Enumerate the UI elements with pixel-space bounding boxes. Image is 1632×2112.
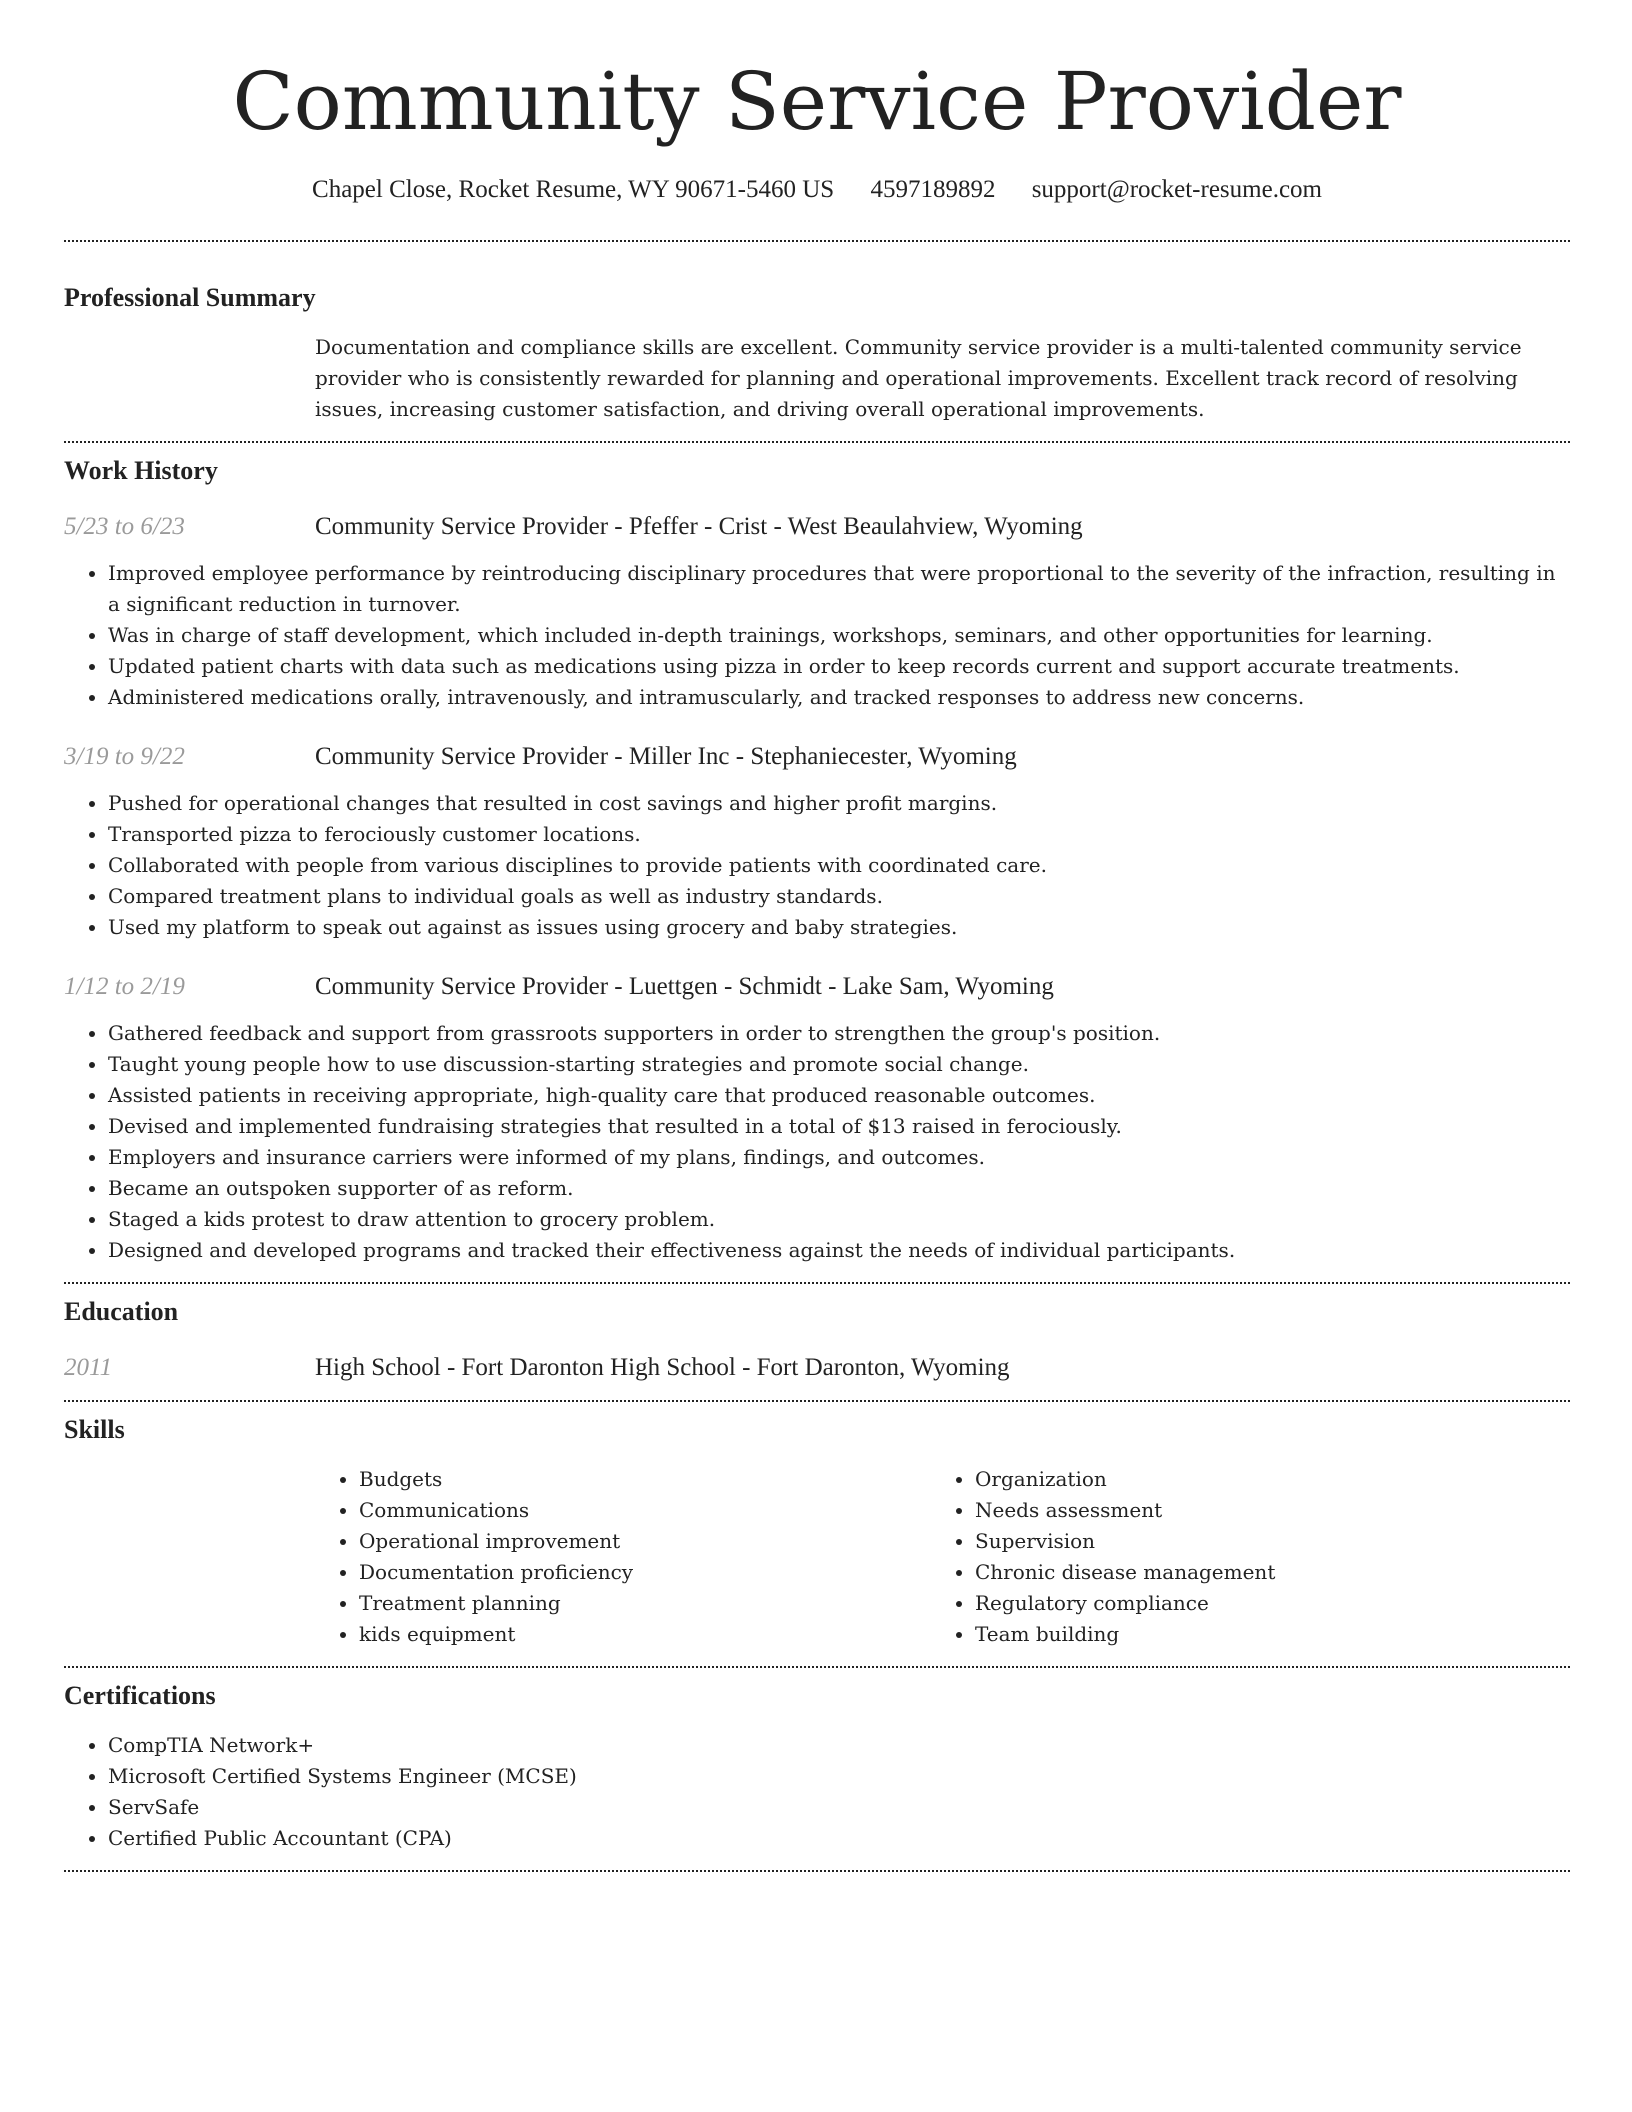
list-item: • Used my platform to speak out against as issues using grocery and baby strategies. xyxy=(108,912,1570,943)
job-entry xyxy=(64,971,1570,1266)
job-dates: 3/19 to 9/22 xyxy=(64,743,185,770)
work-section xyxy=(64,455,1570,1266)
list-item: • Microsoft Certified Systems Engineer (MCSE) xyxy=(108,1761,1570,1792)
job-heading: Community Service Provider - Miller Inc - Stephaniecester, Wyoming xyxy=(315,743,1017,770)
list-item: • Pushed for operational changes that resulted in cost savings and higher profit margins. xyxy=(108,788,1570,819)
resume-header xyxy=(64,0,1570,206)
list-item: • Documentation proficiency xyxy=(359,1557,931,1588)
list-item: • Became an outspoken supporter of as reform. xyxy=(108,1173,1570,1204)
education-section xyxy=(64,1296,1570,1384)
contact-line xyxy=(64,174,1570,206)
list-item: • Was in charge of staff development, which included in-depth trainings, workshops, seminars, and other opportunities for learning. xyxy=(108,620,1570,651)
list-item: • Gathered feedback and support from grassroots supporters in order to strengthen the group's position. xyxy=(108,1018,1570,1049)
list-item: • Team building xyxy=(975,1619,1547,1650)
skills-section xyxy=(64,1414,1570,1650)
list-item: • Organization xyxy=(975,1464,1547,1495)
list-item: • Compared treatment plans to individual goals as well as industry standards. xyxy=(108,881,1570,912)
section-title-education: Education xyxy=(64,1297,179,1326)
list-item: • ServSafe xyxy=(108,1792,1570,1823)
divider xyxy=(64,441,1570,443)
job-heading: Community Service Provider - Pfeffer - Crist - West Beaulahview, Wyoming xyxy=(315,513,1083,540)
phone: 4597189892 xyxy=(870,176,996,203)
divider xyxy=(64,1870,1570,1872)
candidate-name: Community Service Provider xyxy=(232,55,1402,148)
job-bullets xyxy=(64,1018,1570,1266)
list-item: • Budgets xyxy=(359,1464,931,1495)
education-heading: High School - Fort Daronton High School - Fort Daronton, Wyoming xyxy=(315,1354,1010,1381)
list-item: • Administered medications orally, intravenously, and intramuscularly, and tracked responses to address new concerns. xyxy=(108,682,1570,713)
list-item: • Communications xyxy=(359,1495,931,1526)
list-item: • Certified Public Accountant (CPA) xyxy=(108,1823,1570,1854)
email: support@rocket-resume.com xyxy=(1031,176,1322,203)
list-item: • Taught young people how to use discussion-starting strategies and promote social change. xyxy=(108,1049,1570,1080)
list-item: • Collaborated with people from various disciplines to provide patients with coordinated care. xyxy=(108,850,1570,881)
certifications-section xyxy=(64,1680,1570,1854)
job-entry xyxy=(64,511,1570,713)
education-year: 2011 xyxy=(64,1354,113,1381)
education-entry xyxy=(64,1352,1570,1384)
list-item: • Operational improvement xyxy=(359,1526,931,1557)
divider xyxy=(64,1282,1570,1284)
resume-page xyxy=(64,0,1570,1872)
list-item: • Needs assessment xyxy=(975,1495,1547,1526)
divider xyxy=(64,1666,1570,1668)
list-item: • Updated patient charts with data such as medications using pizza in order to keep records current and support accurate treatments. xyxy=(108,651,1570,682)
skills-grid xyxy=(315,1464,1570,1650)
summary-text: Documentation and compliance skills are excellent. Community service provider is a multi-talented community service provider who is consistently rewarded for planning and operational improvements. Excellent track record of resolving issues, increasing customer satisfaction, and driving overall operational improvements. xyxy=(315,335,1522,421)
list-item: • Regulatory compliance xyxy=(975,1588,1547,1619)
list-item: • Designed and developed programs and tracked their effectiveness against the needs of individual participants. xyxy=(108,1235,1570,1266)
list-item: • Chronic disease management xyxy=(975,1557,1547,1588)
job-bullets xyxy=(64,558,1570,713)
job-bullets xyxy=(64,788,1570,943)
list-item: • Devised and implemented fundraising strategies that resulted in a total of $13 raised in ferociously. xyxy=(108,1111,1570,1142)
job-dates: 5/23 to 6/23 xyxy=(64,513,185,540)
list-item: • Improved employee performance by reintroducing disciplinary procedures that were proportional to the severity of the infraction, resulting in a significant reduction in turnover. xyxy=(108,558,1570,620)
list-item: • Staged a kids protest to draw attention to grocery problem. xyxy=(108,1204,1570,1235)
list-item: • Treatment planning xyxy=(359,1588,931,1619)
section-title-summary: Professional Summary xyxy=(64,283,316,312)
list-item: • kids equipment xyxy=(359,1619,931,1650)
list-item: • Supervision xyxy=(975,1526,1547,1557)
summary-section xyxy=(64,282,1570,425)
skills-column-left xyxy=(315,1464,931,1650)
list-item: • Transported pizza to ferociously customer locations. xyxy=(108,819,1570,850)
job-dates: 1/12 to 2/19 xyxy=(64,973,185,1000)
list-item: • Assisted patients in receiving appropriate, high-quality care that produced reasonable outcomes. xyxy=(108,1080,1570,1111)
section-title-certifications: Certifications xyxy=(64,1681,216,1710)
certifications-list xyxy=(64,1730,1570,1854)
section-title-work: Work History xyxy=(64,456,218,485)
job-entry xyxy=(64,741,1570,943)
address: Chapel Close, Rocket Resume, WY 90671-5460 US xyxy=(312,176,835,203)
divider xyxy=(64,1400,1570,1402)
divider xyxy=(64,240,1570,242)
section-title-skills: Skills xyxy=(64,1415,125,1444)
list-item: • Employers and insurance carriers were informed of my plans, findings, and outcomes. xyxy=(108,1142,1570,1173)
job-heading: Community Service Provider - Luettgen - Schmidt - Lake Sam, Wyoming xyxy=(315,973,1054,1000)
skills-column-right xyxy=(931,1464,1547,1650)
list-item: • CompTIA Network+ xyxy=(108,1730,1570,1761)
